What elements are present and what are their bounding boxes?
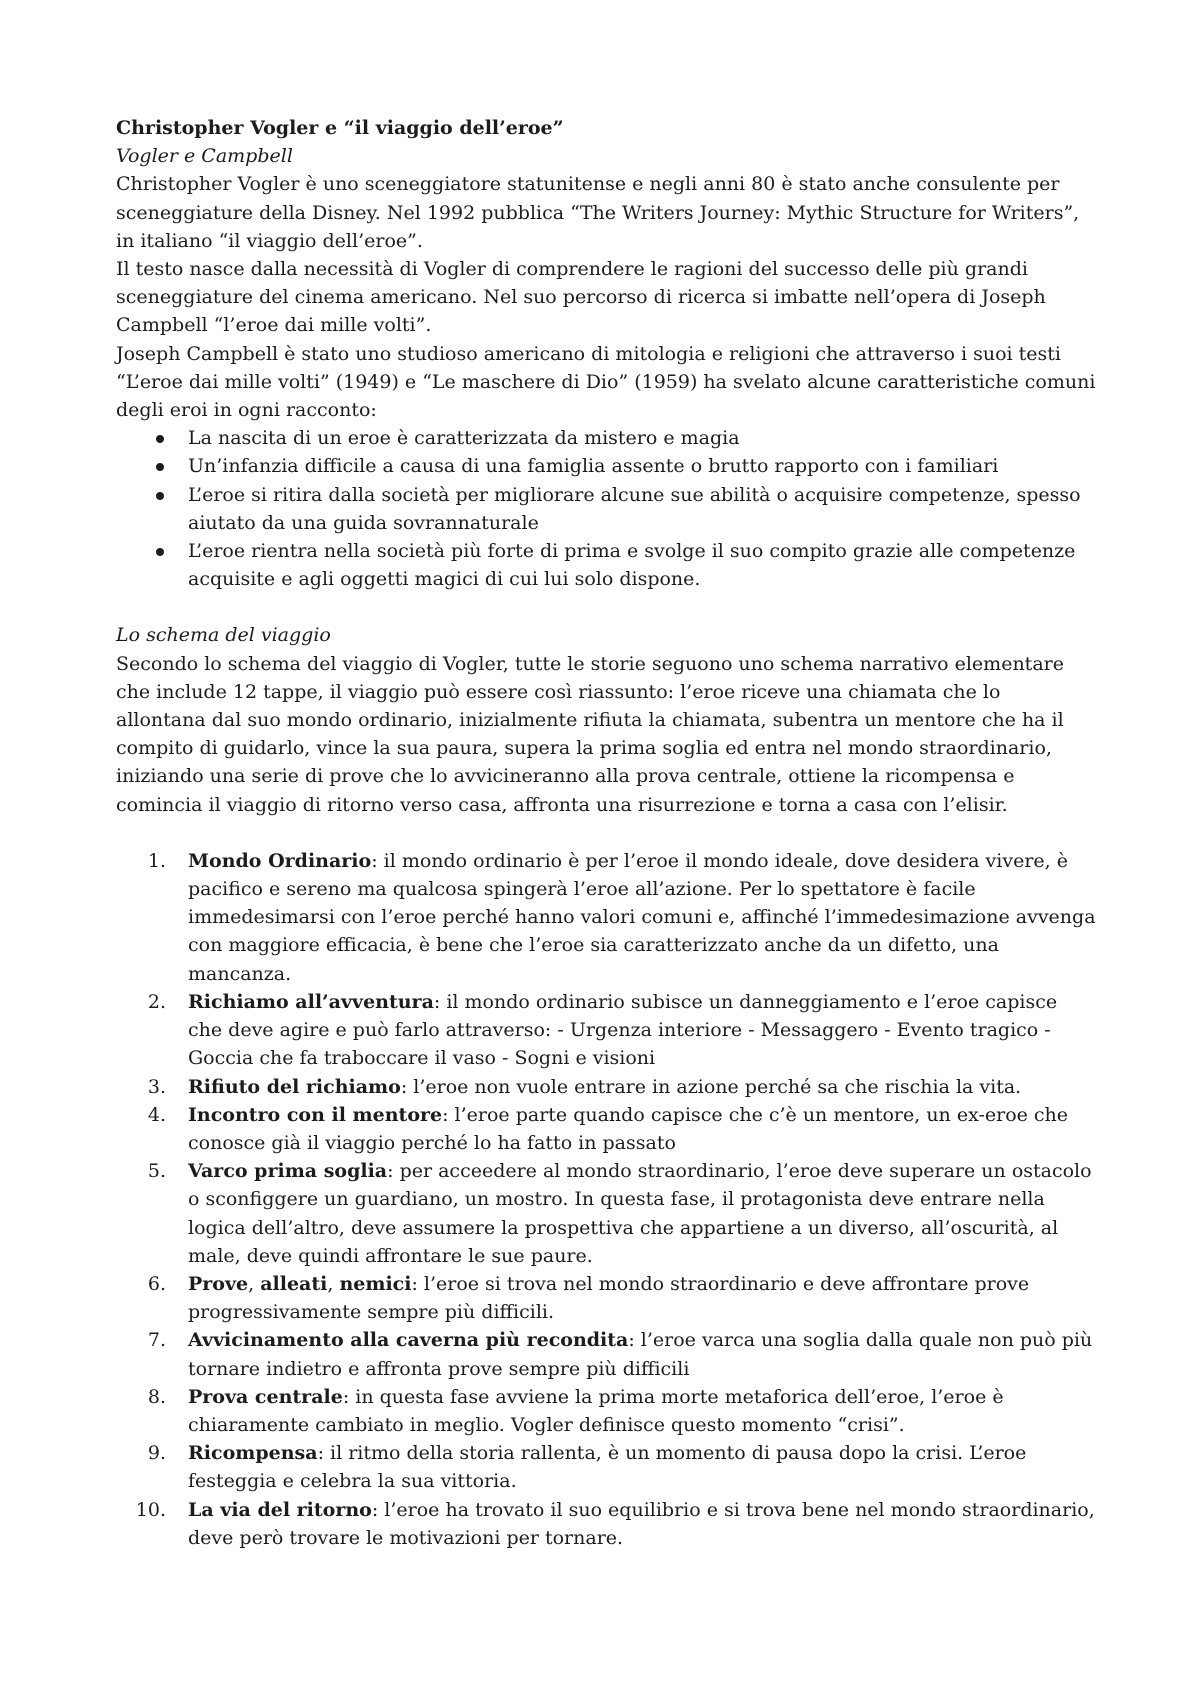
step-term: Varco prima soglia bbox=[188, 1160, 388, 1183]
paragraph-origin: Il testo nasce dalla necessità di Vogler di comprendere le ragioni del successo delle più grandi sceneggiature del cinema americano. Nel suo percorso di ricerca si imbatte nell’opera di Joseph Campbell “l’eroe dai mille volti”. bbox=[116, 258, 1046, 337]
step-separator: , bbox=[327, 1272, 340, 1295]
list-item bbox=[116, 1157, 1096, 1270]
step-term: nemici bbox=[339, 1272, 412, 1295]
bullet-icon bbox=[156, 548, 164, 556]
step-text: : il mondo ordinario è per l’eroe il mondo ideale, dove desidera vivere, è pacifico e sereno ma qualcosa spingerà l’eroe all’azione. Per lo spettatore è facile immedesimarsi con l’eroe perché hanno valori comuni e, affinché l’immedesimazione avvenga con maggiore efficacia, è bene che l’eroe sia caratterizzato anche da un difetto, una mancanza. bbox=[188, 849, 1096, 985]
section-heading-vogler-campbell: Vogler e Campbell bbox=[116, 145, 293, 168]
list-item bbox=[116, 1101, 1096, 1157]
list-number: 8. bbox=[147, 1385, 166, 1408]
section-heading-schema: Lo schema del viaggio bbox=[116, 624, 331, 647]
list-item bbox=[116, 1439, 1096, 1495]
paragraph-schema: Secondo lo schema del viaggio di Vogler, tutte le storie seguono uno schema narrativo elementare che include 12 tappe, il viaggio può essere così riassunto: l’eroe riceve una chiamata che lo allontana dal suo mondo ordinario, inizialmente rifiuta la chiamata, subentra un mentore che ha il compito di guidarlo, vince la sua paura, supera la prima soglia ed entra nel mondo straordinario, iniziando una serie di prove che lo avvicineranno alla prova centrale, ottiene la ricompensa e comincia il viaggio di ritorno verso casa, affronta una risurrezione e torna a casa con l’elisir. bbox=[116, 652, 1064, 816]
list-item bbox=[116, 424, 1096, 452]
list-item bbox=[116, 847, 1096, 988]
list-item-text: L’eroe si ritira dalla società per migliorare alcune sue abilità o acquisire competenze, spesso aiutato da una guida sovrannaturale bbox=[188, 483, 1081, 534]
spacer bbox=[116, 819, 1096, 847]
step-term: alleati bbox=[260, 1272, 328, 1295]
step-text: : l’eroe varca una soglia dalla quale non può più tornare indietro e affronta prove sempre più difficili bbox=[188, 1329, 1093, 1380]
hero-traits-list bbox=[116, 424, 1096, 593]
bullet-icon bbox=[156, 492, 164, 500]
list-item-text: Un’infanzia difficile a causa di una famiglia assente o brutto rapporto con i familiari bbox=[188, 455, 999, 478]
document-title: Christopher Vogler e “il viaggio dell’eroe” bbox=[116, 117, 564, 139]
step-text: : il ritmo della storia rallenta, è un momento di pausa dopo la crisi. L’eroe festeggia e celebra la sua vittoria. bbox=[188, 1442, 1027, 1493]
step-text: : in questa fase avviene la prima morte metaforica dell’eroe, l’eroe è chiaramente cambiato in meglio. Vogler definisce questo momento “crisi”. bbox=[188, 1385, 1004, 1436]
bullet-icon bbox=[156, 435, 164, 443]
step-term: Ricompensa bbox=[188, 1442, 318, 1465]
list-number: 1. bbox=[147, 849, 166, 872]
list-item bbox=[116, 1326, 1096, 1382]
step-text: : l’eroe si trova nel mondo straordinario e deve affrontare prove progressivamente sempre più difficili. bbox=[188, 1272, 1030, 1324]
list-item bbox=[116, 988, 1096, 1073]
bullet-icon bbox=[156, 463, 164, 471]
step-text: : l’eroe parte quando capisce che c’è un mentore, un ex-eroe che conosce già il viaggio perché lo ha fatto in passato bbox=[188, 1103, 1069, 1154]
list-item-text: La nascita di un eroe è caratterizzata da mistero e magia bbox=[188, 427, 740, 450]
spacer bbox=[116, 593, 1096, 621]
document-page bbox=[116, 114, 1096, 1552]
list-number: 4. bbox=[147, 1103, 166, 1126]
step-term: Prova centrale bbox=[188, 1385, 343, 1408]
list-number: 5. bbox=[147, 1160, 166, 1183]
list-number: 3. bbox=[147, 1075, 166, 1098]
list-item bbox=[116, 1270, 1096, 1326]
step-term: Incontro con il mentore bbox=[188, 1103, 443, 1126]
step-term: Prove bbox=[188, 1272, 249, 1295]
paragraph-intro: Christopher Vogler è uno sceneggiatore statunitense e negli anni 80 è stato anche consulente per sceneggiature della Disney. Nel 1992 pubblica “The Writers Journey: Mythic Structure for Writers”, in italiano “il viaggio dell’eroe”. bbox=[116, 173, 1080, 252]
list-item bbox=[116, 481, 1096, 537]
list-item bbox=[116, 537, 1096, 593]
step-term: La via del ritorno bbox=[188, 1498, 372, 1521]
list-item bbox=[116, 452, 1096, 480]
list-number: 6. bbox=[147, 1272, 166, 1295]
step-text: : il mondo ordinario subisce un danneggiamento e l’eroe capisce che deve agire e può farlo attraverso: - Urgenza interiore - Messaggero - Evento tragico - Goccia che fa traboccare il vaso - Sogni e visioni bbox=[188, 990, 1058, 1070]
list-number: 10. bbox=[135, 1498, 166, 1521]
step-term: Richiamo all’avventura bbox=[188, 990, 434, 1013]
paragraph-campbell: Joseph Campbell è stato uno studioso americano di mitologia e religioni che attraverso i suoi testi “L’eroe dai mille volti” (1949) e “Le maschere di Dio” (1959) ha svelato alcune caratteristiche comuni degli eroi in ogni racconto: bbox=[116, 342, 1096, 422]
list-item-text: L’eroe rientra nella società più forte di prima e svolge il suo compito grazie alle competenze acquisite e agli oggetti magici di cui lui solo dispone. bbox=[188, 540, 1076, 591]
step-term: Rifiuto del richiamo bbox=[188, 1075, 401, 1098]
step-term: Avvicinamento alla caverna più recondita bbox=[188, 1329, 629, 1352]
list-number: 2. bbox=[147, 990, 166, 1013]
step-term: Mondo Ordinario bbox=[188, 849, 372, 872]
journey-steps-list bbox=[116, 847, 1096, 1552]
list-item bbox=[116, 1383, 1096, 1439]
list-number: 7. bbox=[147, 1329, 166, 1352]
step-separator: , bbox=[248, 1272, 261, 1295]
step-text: : l’eroe ha trovato il suo equilibrio e si trova bene nel mondo straordinario, deve però trovare le motivazioni per tornare. bbox=[188, 1498, 1095, 1549]
step-text: : per acceedere al mondo straordinario, l’eroe deve superare un ostacolo o sconfiggere un guardiano, un mostro. In questa fase, il protagonista deve entrare nella logica dell’altro, deve assumere la prospettiva che appartiene a un diverso, all’oscurità, al male, deve quindi affrontare le sue paure. bbox=[188, 1160, 1092, 1267]
list-number: 9. bbox=[147, 1442, 166, 1465]
step-text: : l’eroe non vuole entrare in azione perché sa che rischia la vita. bbox=[400, 1075, 1022, 1098]
list-item bbox=[116, 1496, 1096, 1552]
list-item bbox=[116, 1073, 1096, 1101]
